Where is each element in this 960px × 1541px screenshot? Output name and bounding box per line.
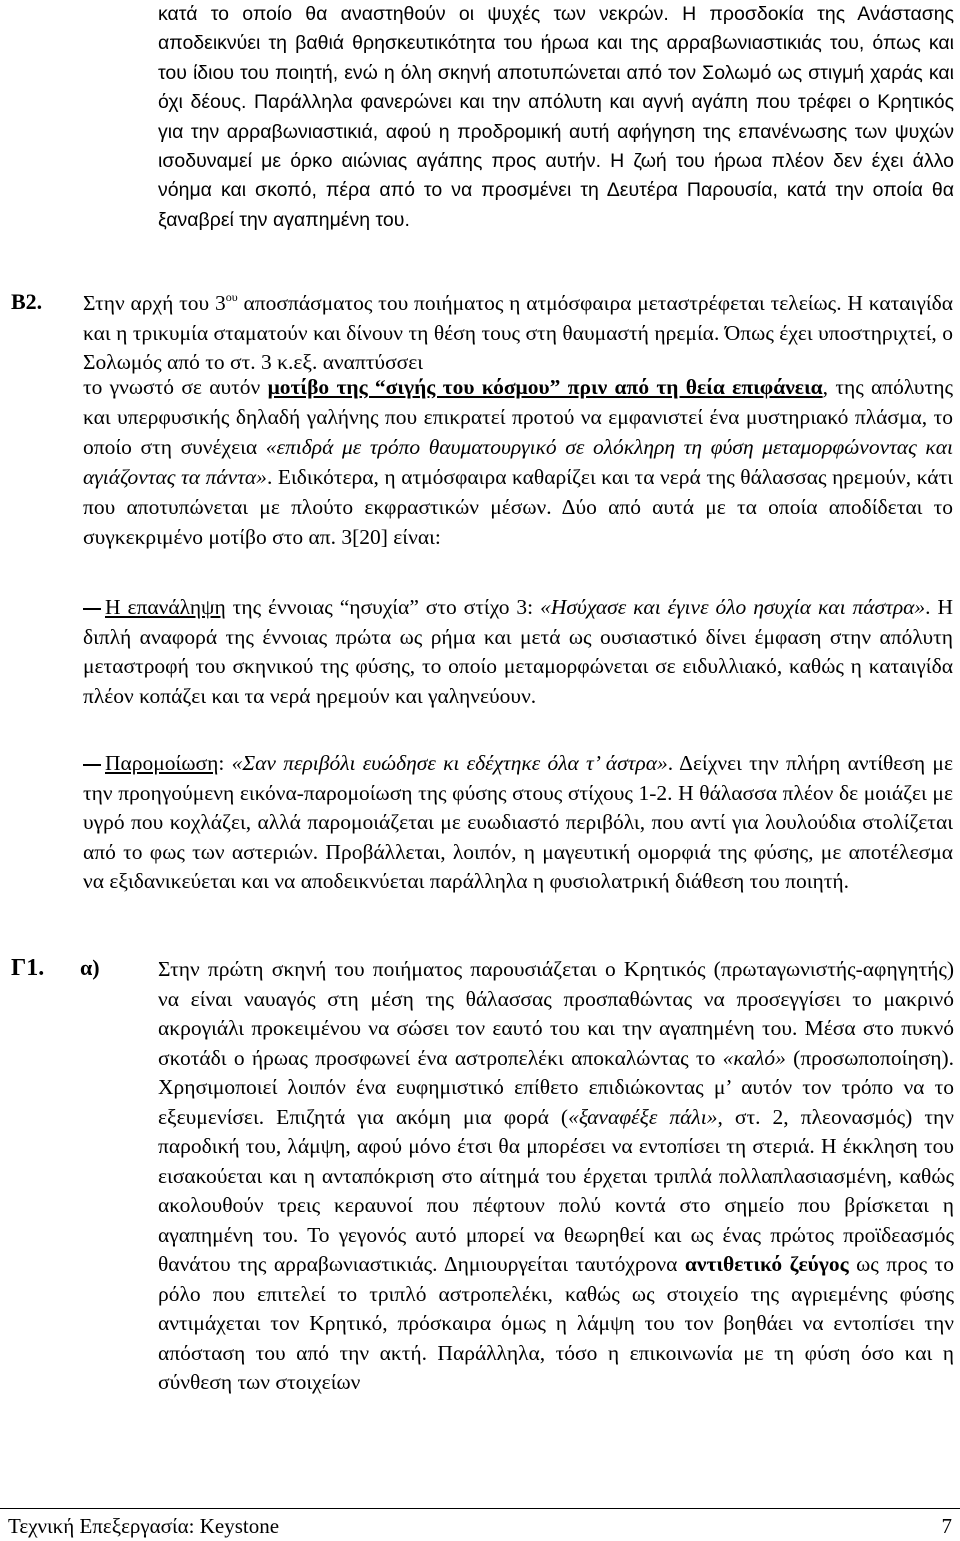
b2-motif-intro: το γνωστό σε αυτόν [83,375,268,399]
section-label-g1: Γ1. [11,955,45,981]
g1-paragraph [158,955,954,1398]
b2-opening-paragraph [83,289,953,378]
g1-quote-kalo: «καλό» [722,1045,786,1070]
item1-quote: «Ησύχασε και έγινε όλο ησυχία και πάστρα» [540,595,926,619]
g1-text-d: ως προς το ρόλο που επιτελεί το τριπλό αστροπελέκι, καθώς ως στοιχείο της αγριεμένης φύσης αντιμάχεται τον Κρητικό, πρόσκαιρα όμως η λάμψη του τον βοηθάει να εντοπίσει την απόσταση του από την ακτή. Παράλληλα, τόσο η επικοινωνία με τη φύση όσο και η σύνθεση των στοιχείων [158,1252,955,1394]
section-label-b2: Β2. [11,289,43,314]
b2-motif-bold: μοτίβο της “σιγής του κόσμου” πριν από τη θεία επιφάνεια [267,375,823,399]
item1-explanation: . Η διπλή αναφορά της έννοιας πρώτα ως ρήμα και μετά ως ουσιαστικό δίνει έμφαση στην απόλυτη μεταστροφή του σκηνικού της φύσης, το οποίο μεταμορφώνεται σε ειδυλλιακό, καθώς η καταιγίδα πλέον κοπάζει και τα νερά ηρεμούν και γαληνεύουν. [83,595,953,708]
g1-text-b: (προσωποποίηση). Χρησιμοποιεί λοιπόν ένα ευφημιστικό επίθετο επιδιώκοντας μ’ αυτόν τον τρόπο να το εξευμενίσει. Επιζητά για ακόμη μια φορά ( [158,1045,954,1129]
intro-paragraph: κατά το οποίο θα αναστηθούν οι ψυχές των νεκρών. Η προσδοκία της Ανάστασης αποδεικνύει τη βαθιά θρησκευτικότητα του ήρωα και της αρραβωνιαστικιάς του, όπως και του ίδιου του ποιητή, ενώ η όλη σκηνή αποτυπώνεται από τον Σολωμό ως στιγμή χαράς και όχι δέους. Παράλληλα φανερώνει και την απόλυτη και αγνή αγάπη που τρέφει ο Κρητικός για την αρραβωνιαστικιά, αφού η προδρομική αυτή αφήγηση της επανένωσης των ψυχών ισοδυναμεί με όρκο αιώνιας αγάπης προς αυτήν. Η ζωή του ήρωα πλέον δεν έχει άλλο νόημα και σκοπό, πέρα από το να προσμένει τη Δευτέρα Παρουσία, κατά την οποία θα ξαναβρεί την αγαπημένη του. [158,3,954,231]
b2-text-rest: αποσπάσματος του ποιήματος η ατμόσφαιρα μεταστρέφεται τελείως. Η καταιγίδα και η τρικυμία σταματούν και δίνουν τη θέση τους στη θαυμαστή ηρεμία. Όπως έχει υποστηριχτεί, ο Σολωμός από το στ. 3 κ.εξ. αναπτύσσει [83,291,954,374]
item2-colon: : [218,751,232,775]
g1-text-c: , στ. 2, πλεονασμός) την παροδική του, λάμψη, αφού μόνο έτσι θα μπορέσει να εντοπίσει τη στεριά. Η έκκληση του εισακούεται και η ανταπόκριση στο αίτημά του έρχεται τριπλά πολλαπλασιασμένη, καθώς ακολουθούν τρεις κεραυνοί που πέφτουν πολύ κοντά στο σημείο που βρίσκεται η αγαπημένη του. Το γεγονός αυτό μπορεί να θεωρηθεί και ως ένας πρώτος προϊδεασμός θανάτου της αρραβωνιαστικιάς. Δημιουργείται ταυτόχρονα [158,1104,954,1276]
b2-motif-end: . Ειδικότερα, η ατμόσφαιρα καθαρίζει και τα νερά της θάλασσας ηρεμούν, κάτι που αποτυπώνεται με πλούτο εκφραστικών μέσων. Δύο από αυτά με τα οποία αποδίδεται το συγκεκριμένο μοτίβο στο απ. 3[20] είναι: [83,465,953,549]
dash-bullet-icon [83,608,101,610]
footer-divider [0,1508,960,1509]
item2-term: Παρομοίωση [105,751,219,775]
g1-bold-term: αντιθετικό ζεύγος [684,1252,849,1276]
b2-list-item-repetition [83,593,953,711]
item1-text: της έννοιας “ησυχία” στο στίχο 3: [225,595,541,619]
b2-motif-quote: «επιδρά με τρόπο θαυματουργικό σε ολόκληρη τη φύση μεταμορφώνοντας και αγιάζοντας τα πάντα» [83,435,953,489]
item2-explanation: . Δείχνει την πλήρη αντίθεση με την προηγούμενη εικόνα-παρομοίωση της φύσης στους στίχους 1-2. Η θάλασσα πλέον δε μοιάζει με υγρό που κοχλάζει, αλλά παρομοιάζεται με ευωδιαστό περιβόλι, που αντί για λουλούδια στολίζεται από το φως των αστεριών. Προβάλλεται, λοιπόν, η μαγευτική ομορφιά της φύσης, με αποτέλεσμα να εξιδανικεύεται και να αποδεικνύεται παράλληλα η φυσιολατρική διάθεση του ποιητή. [83,751,953,893]
b2-motif-middle: , της απόλυτης και υπερφυσικής δηλαδή γαλήνης που επικρατεί προτού να εμφανιστεί ένα μυστηριακό πλάσμα, το οποίο στη συνέχεια [83,375,953,459]
item2-quote: «Σαν περιβόλι ευώδησε κι εδέχτηκε όλα τ’ άστρα» [231,751,668,775]
g1-text-a: Στην πρώτη σκηνή του ποιήματος παρουσιάζεται ο Κρητικός (πρωταγωνιστής-αφηγητής) να είναι ναυαγός στη μέση της θάλασσας προσπαθώντας να προσεγγίσει το μακρινό ακρογιάλι προκειμένου να σώσει τον εαυτό του και την αγαπημένη του. Μέσα στο πυκνό σκοτάδι ο ήρωας προσφωνεί ένα αστροπελέκι αποκαλώντας το [158,957,954,1070]
b2-motif-paragraph [83,372,953,552]
b2-superscript: ου [225,290,238,304]
page-number: 7 [941,1514,952,1538]
b2-list-item-simile [83,749,953,897]
subsection-label-a: α) [80,955,100,980]
item1-term: Η επανάληψη [105,595,226,619]
dash-bullet-icon [83,764,101,766]
b2-text-start: Στην αρχή του 3 [83,291,226,315]
g1-quote-ksanafekse: «ξαναφέξε πάλι» [568,1104,718,1129]
footer-credit: Τεχνική Επεξεργασία: Keystone [8,1514,280,1538]
